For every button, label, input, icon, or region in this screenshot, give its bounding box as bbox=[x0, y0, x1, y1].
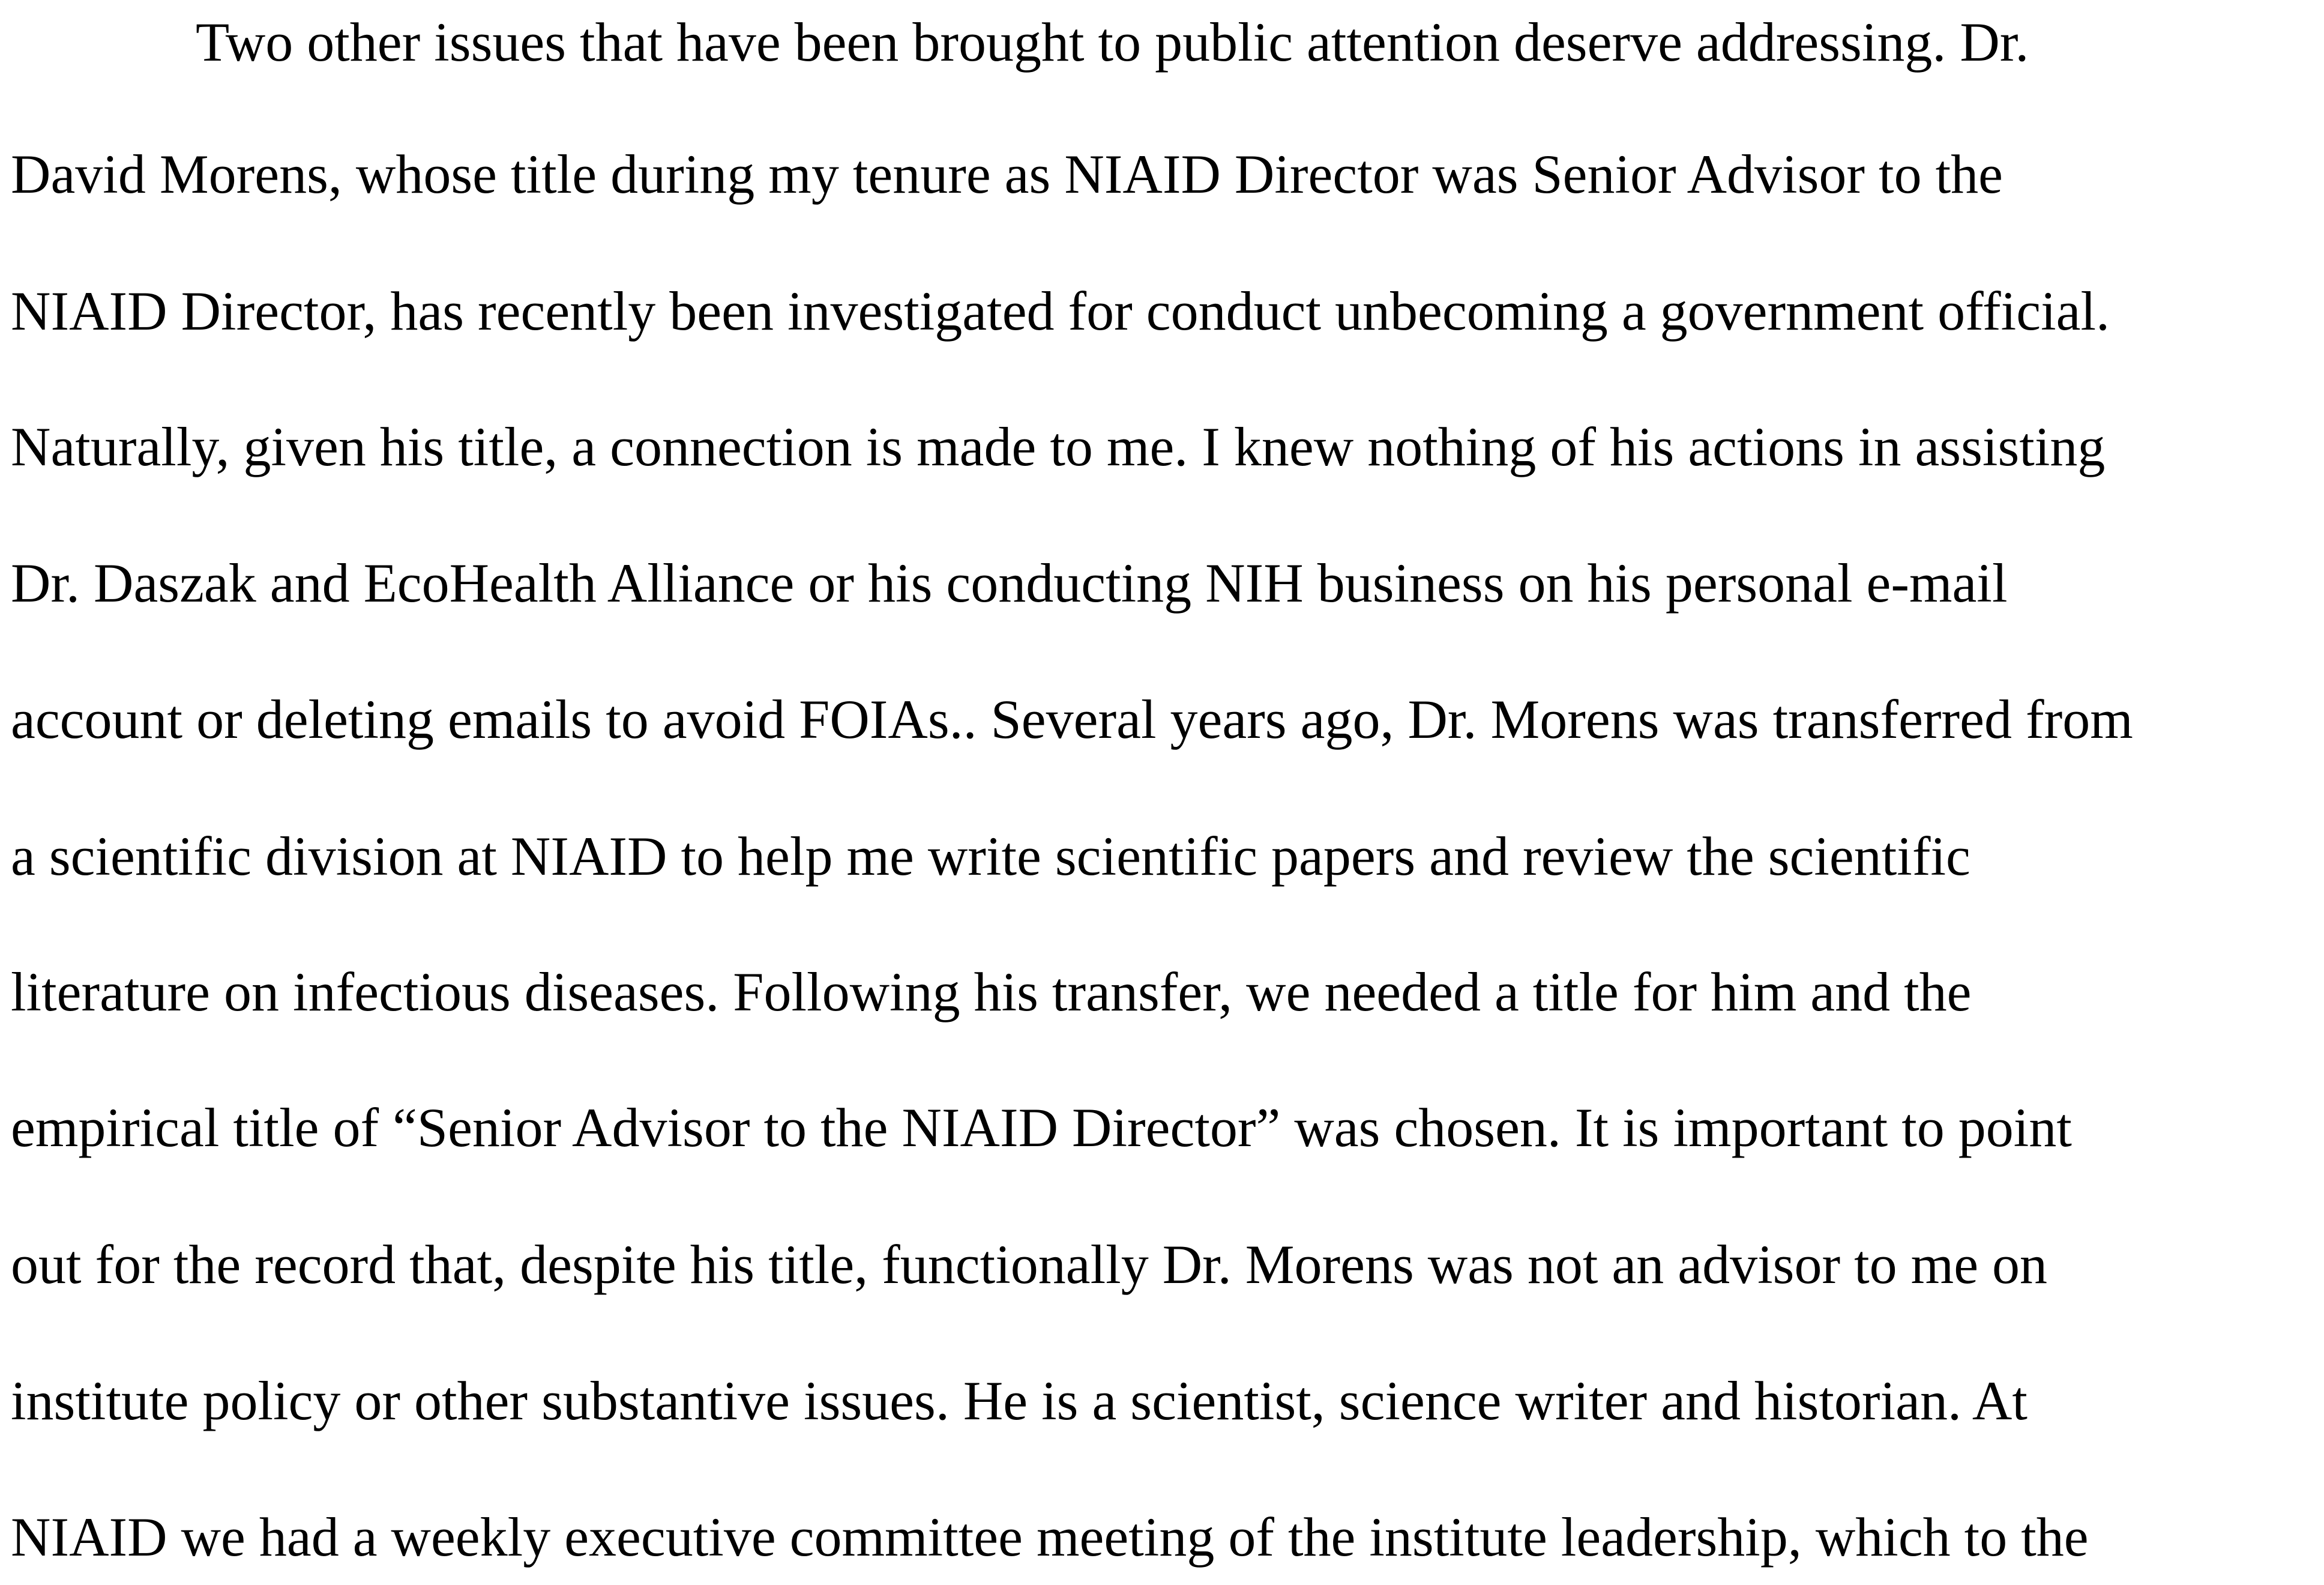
text-line-5: Dr. Daszak and EcoHealth Alliance or his conducting NIH business on his personal e-mail bbox=[11, 552, 2008, 614]
text-line-1: Two other issues that have been brought to public attention deserve addressing. Dr. bbox=[196, 11, 2029, 73]
text-line-8: literature on infectious diseases. Following his transfer, we needed a title for him and the bbox=[11, 961, 1972, 1022]
text-line-12: NIAID we had a weekly executive committee meeting of the institute leadership, which to the bbox=[11, 1506, 2089, 1568]
text-line-7: a scientific division at NIAID to help me write scientific papers and review the scientific bbox=[11, 826, 1970, 887]
text-line-3: NIAID Director, has recently been investigated for conduct unbecoming a government official. bbox=[11, 280, 2110, 342]
text-line-4: Naturally, given his title, a connection is made to me. I knew nothing of his actions in assisting bbox=[11, 416, 2106, 477]
text-line-10: out for the record that, despite his title, functionally Dr. Morens was not an advisor to me on bbox=[11, 1234, 2048, 1295]
text-line-2: David Morens, whose title during my tenure as NIAID Director was Senior Advisor to the bbox=[11, 143, 2003, 205]
text-line-11: institute policy or other substantive issues. He is a scientist, science writer and historian. At bbox=[11, 1370, 2027, 1431]
text-line-6: account or deleting emails to avoid FOIAs.. Several years ago, Dr. Morens was transferred from bbox=[11, 689, 2133, 750]
text-line-9: empirical title of “Senior Advisor to the NIAID Director” was chosen. It is important to point bbox=[11, 1097, 2072, 1158]
